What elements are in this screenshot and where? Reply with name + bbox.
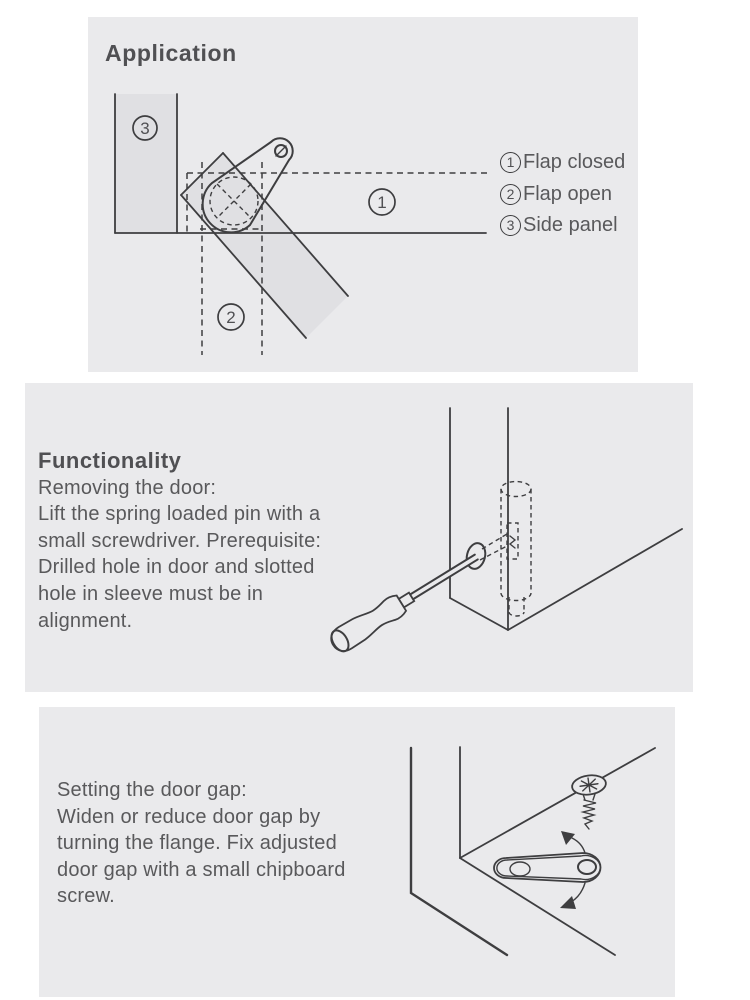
legend-num-1: 1 [500,152,521,173]
text-line: small screwdriver. Prerequisite: [38,529,322,552]
svg-text:3: 3 [140,119,150,138]
text-line: Setting the door gap: [57,779,247,801]
flap-open-shape [181,153,348,338]
legend-num-3: 3 [500,215,521,236]
text-line: Drilled hole in door and slotted [38,556,315,579]
side-panel-shape [115,94,177,233]
text-line: Lift the spring loaded pin with a [38,503,321,526]
legend-label-3: Side panel [523,213,618,236]
functionality-title: Functionality [38,448,182,473]
text-line: hole in sleeve must be in [38,582,264,605]
rotate-down-arrow-icon [560,883,585,909]
svg-text:2: 2 [226,308,236,327]
text-line: screw. [57,885,115,908]
svg-text:1: 1 [377,193,387,212]
rotate-up-arrow-icon [561,831,585,853]
door-removal-diagram [25,383,693,692]
legend-item-flap-open [500,183,612,205]
text-line: Widen or reduce door gap by [57,805,321,828]
door-edge-line [411,748,507,955]
legend-item-side-panel [500,214,618,236]
legend-item-flap-closed [500,151,625,173]
callout-2 [218,304,244,330]
application-title: Application [105,40,237,66]
chipboard-screw-icon [571,773,607,829]
flange-shape [494,853,601,882]
screwdriver-icon [327,545,485,655]
text-line: alignment. [38,609,133,632]
cabinet-edge-line [508,529,682,630]
sleeve-shape [501,482,531,617]
legend-label-2: Flap open [523,182,612,205]
text-line: Removing the door: [38,476,217,499]
legend-label-1: Flap closed [523,150,626,173]
text-line: turning the flange. Fix adjusted [57,832,337,855]
text-line: door gap with a small chipboard [57,858,346,881]
door-gap-diagram [39,707,675,997]
callout-1 [369,189,395,215]
legend-num-2: 2 [500,184,521,205]
